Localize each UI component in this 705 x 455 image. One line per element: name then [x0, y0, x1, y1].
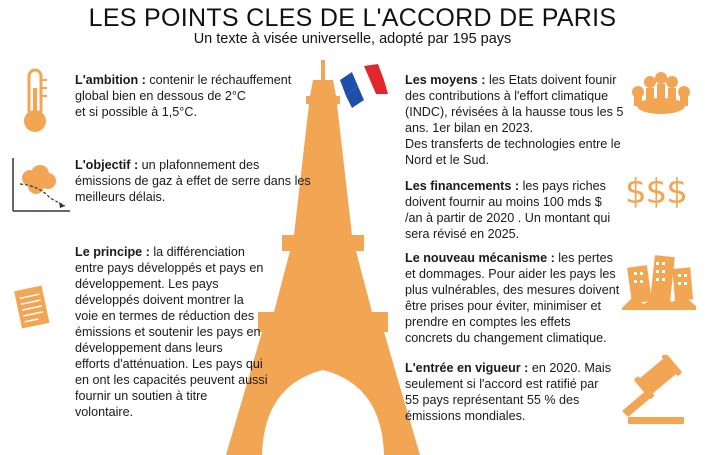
mecanisme-block: Le nouveau mécanisme : les pertes et dommages. Pour aider les pays les plus vulnérables, des mesures doivent être prises pour éviter, minimiser et prendre en comptes les effets concrets du changement climatique. [405, 251, 620, 345]
french-flag [340, 64, 388, 108]
ambition-label: L'ambition : [75, 73, 146, 87]
entree-label: L'entrée en vigueur : [405, 361, 529, 375]
emissions-curve-icon [10, 156, 72, 214]
thermometer-icon [18, 68, 52, 134]
document-icon [12, 285, 52, 331]
moyens-label: Les moyens : [405, 73, 486, 87]
page-subtitle: Un texte à visée universelle, adopté par 195 pays [193, 31, 512, 47]
page-title: LES POINTS CLES DE L'ACCORD DE PARIS [88, 4, 617, 32]
damaged-buildings-icon [622, 248, 696, 310]
ambition-block: L'ambition : contenir le réchauffement global bien en dessous de 2°C et si possible à 1,5°C. [75, 73, 292, 119]
people-circle-icon [628, 66, 694, 116]
gavel-icon [620, 355, 694, 427]
objectif-label: L'objectif : [75, 158, 139, 172]
principe-label: Le principe : [75, 245, 150, 259]
financements-block: Les financements : les pays riches doivent fournir au moins 100 mds $ /an à partir de 2020 . Un montant qui sera révisé en 2025. [405, 179, 611, 241]
entree-block: L'entrée en vigueur : en 2020. Mais seulement si l'accord est ratifié par 55 pays représentant 55 % des émissions mondiales. [405, 361, 611, 423]
moyens-block: Les moyens : les Etats doivent founir des contributions à l'effort climatique (INDC), révisées à la hausse tous les 5 ans. 1er bilan en 2023. Des transferts de technologies entre le Nord et le Sud. [405, 73, 624, 167]
financements-label: Les financements : [405, 179, 520, 193]
principe-block: Le principe : la différenciation entre pays développés et pays en développement. Les pays développés doivent montrer la voie en termes de réduction des émissions et soutenir les pays en développement dans leurs efforts d'atténuation. Les pays qui en ont les capacités peuvent aussi fournir un soutien à titre volontaire. [75, 245, 268, 419]
objectif-block: L'objectif : un plafonnement des émissions de gaz à effet de serre dans les meilleurs délais. [75, 158, 311, 204]
dollar-icon: $$$ [625, 172, 687, 212]
mecanisme-label: Le nouveau mécanisme : [405, 251, 555, 265]
